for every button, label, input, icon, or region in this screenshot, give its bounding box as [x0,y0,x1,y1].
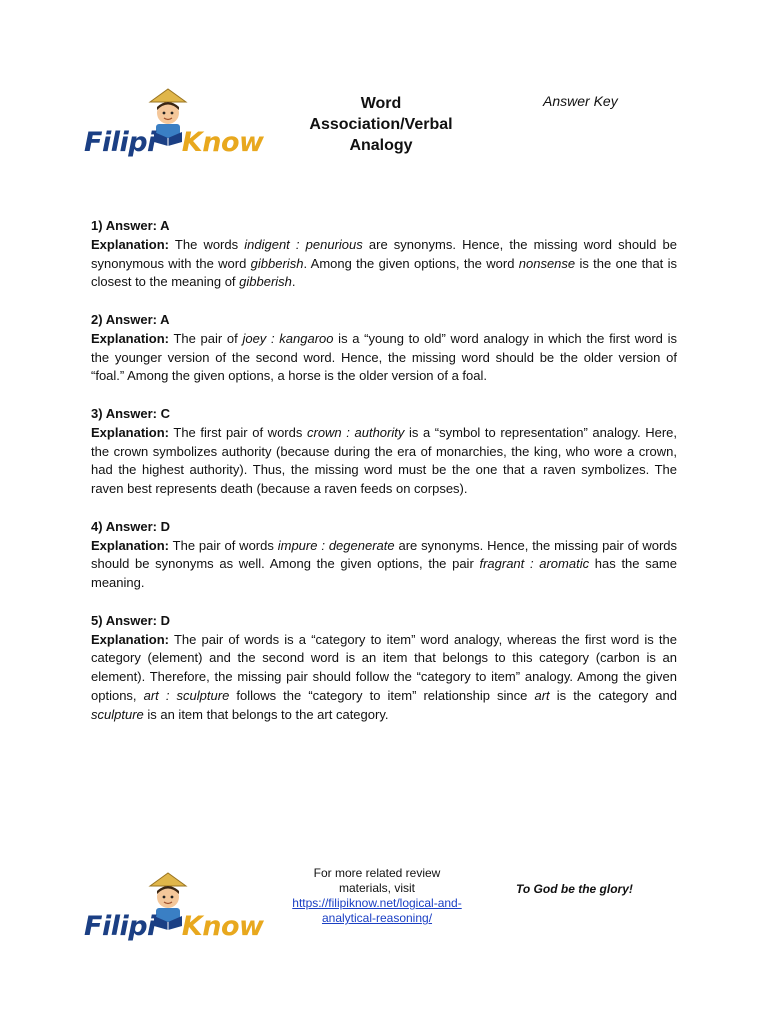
explanation-text: The pair of words [169,537,278,553]
logo-wordmark [84,913,263,940]
footer-note [282,866,472,926]
logo-text-end: Know [181,127,264,158]
explanation-term: gibberish [250,255,304,271]
explanation-text: has the same meaning. [91,556,677,591]
explanation-term: art [534,687,550,703]
explanation-term: joey : kangaroo [242,330,334,346]
footer-note-line-2: materials, visit [338,881,415,895]
answer-item [91,518,677,593]
answer-explanation [91,236,677,292]
title-line-3: Analogy [349,137,413,154]
explanation-text: The pair of [169,330,243,346]
explanation-text: is a “symbol to representation” analogy. Here, the crown symbolizes authority (because during the era of monarchies, the king, who wore a crown, had the highest authority). Thus, the missing word must be the one that a raven symbolizes. The raven best represents death (because a raven feeds on corpses). [91,424,677,497]
title-line-2: Association/Verbal [309,116,453,133]
explanation-label: Explanation: [91,537,170,553]
explanation-term: gibberish [239,274,292,290]
explanation-text: is an item that belongs to the art category. [143,706,389,722]
logo-wordmark [84,129,263,156]
answer-explanation [91,537,677,593]
answer-explanation [91,631,677,725]
page-title [298,93,464,156]
explanation-term: indigent : penurious [244,236,363,252]
explanation-term: impure : degenerate [277,537,395,553]
answer-heading: 5) Answer: D [91,612,170,628]
answer-item [91,217,677,292]
answer-heading: 4) Answer: D [91,518,170,534]
footer-motto: To God be the glory! [516,882,633,896]
answer-item [91,612,677,725]
explanation-text: The words [169,236,245,252]
footer-link[interactable]: https://filipiknow.net/logical-and-analytical-reasoning/ [292,896,462,925]
explanation-text: follows the “category to item” relationship since [229,687,535,703]
logo-text-start: Filipi [84,127,156,158]
explanation-text: The pair of words is a “category to item” word analogy, whereas the first word is the category (element) and the second word is an item that belongs to this category (carbon is an element). Therefore, the missing pair should follow the “category to item” analogy. Among the given options, [91,631,677,703]
answer-heading: 2) Answer: A [91,311,170,327]
explanation-term: nonsense [518,255,576,271]
answer-list [91,217,677,743]
answer-key-label: Answer Key [543,93,618,109]
explanation-text: are synonyms. Hence, the missing pair of words should be synonyms as well. Among the given options, the pair [91,537,678,572]
explanation-term: art : sculpture [143,687,230,703]
explanation-term: fragrant : aromatic [479,556,590,572]
answer-item [91,405,677,499]
explanation-text: is the one that is closest to the meaning of [91,255,678,290]
explanation-text: . Among the given options, the word [303,255,519,271]
explanation-label: Explanation: [91,631,170,647]
explanation-label: Explanation: [91,330,170,346]
answer-heading: 1) Answer: A [91,218,170,233]
filipiknow-logo [84,82,264,164]
title-line-1: Word [360,95,402,112]
explanation-text: is a “young to old” word analogy in which the first word is the younger version of the second word. Hence, the missing word should be the older version of “foal.” Among the given options, a horse is the older version of a foal. [91,330,677,384]
explanation-label: Explanation: [91,236,170,252]
answer-explanation [91,330,677,386]
explanation-term: sculpture [91,706,144,722]
explanation-term: crown : authority [306,424,405,440]
logo-text-start: Filipi [84,911,156,942]
explanation-label: Explanation: [91,424,170,440]
explanation-text: are synonyms. Hence, the missing word should be synonymous with the word [91,236,677,271]
answer-heading: 3) Answer: C [91,405,170,421]
filipiknow-logo-footer [84,866,264,948]
logo-text-end: Know [181,911,264,942]
answer-explanation [91,424,677,499]
explanation-text: . [291,274,296,290]
footer-note-line-1: For more related review [313,866,441,880]
explanation-text: The first pair of words [169,424,307,440]
explanation-text: is the category and [549,687,677,703]
answer-item [91,311,677,386]
